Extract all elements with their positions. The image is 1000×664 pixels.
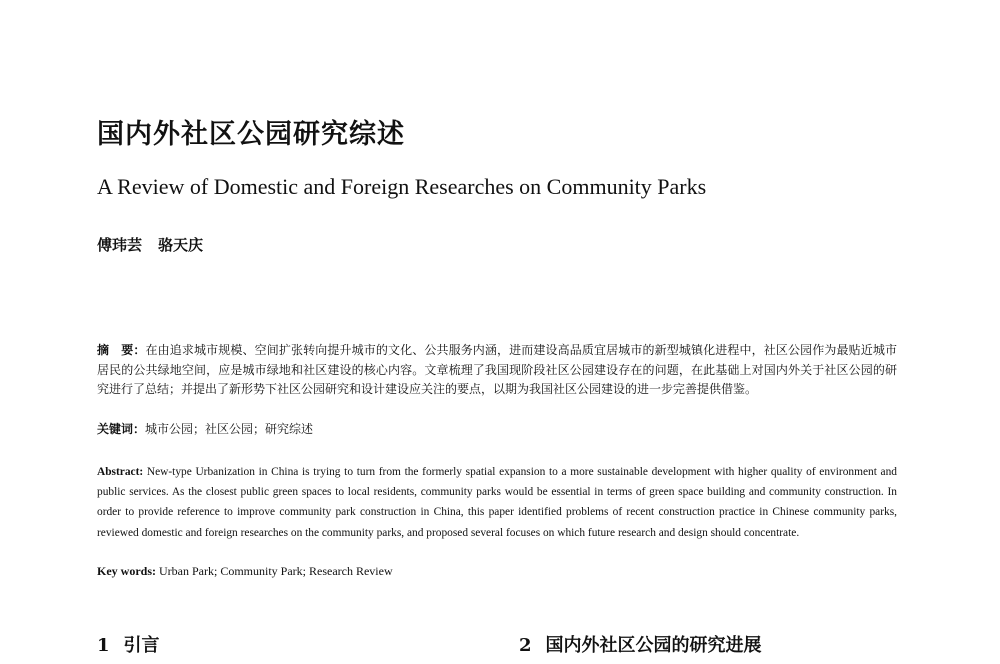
keywords-english-label: Key words: [97, 564, 156, 578]
section-heading-introduction [97, 631, 160, 657]
keywords-chinese-label: 关键词： [97, 422, 146, 436]
section-number: 2 [519, 635, 532, 656]
abstract-chinese-label: 摘 要： [97, 343, 146, 357]
keywords-english [97, 564, 393, 579]
keywords-english-text: Urban Park; Community Park; Research Review [156, 564, 393, 578]
author-list [97, 234, 203, 255]
abstract-chinese-text: 在由追求城市规模、空间扩张转向提升城市的文化、公共服务内涵，进而建设高品质宜居城市的新型城镇化进程中，社区公园作为最贴近城市居民的公共绿地空间，应是城市绿地和社区建设的核心内容。文章梳理了我国现阶段社区公园建设存在的问题，在此基础上对国内外关于社区公园的研究进行了总结；并提出了新形势下社区公园研究和设计建设应关注的要点，以期为我国社区公园建设的进一步完善提供借鉴。 [97, 343, 897, 396]
abstract-english-label: Abstract: [97, 466, 144, 478]
section-title: 引言 [123, 635, 160, 656]
section-number: 1 [97, 635, 110, 656]
abstract-english-text: New-type Urbanization in China is trying to turn from the formerly spatial expansion to a more sustainable development with higher quality of environment and public services. As the closest public green spaces to local residents, community parks would be essential in terms of green space building and community construction. In order to provide reference to improve community park construction in China, this paper identified problems of recent construction practice in Chinese community parks, reviewed domestic and foreign researches on the community parks, and proposed several focuses on which future research and design should concentrate. [97, 466, 897, 539]
paper-title-english: A Review of Domestic and Foreign Researches on Community Parks [97, 174, 707, 199]
paper-title-chinese: 国内外社区公园研究综述 [97, 119, 405, 150]
section-heading-research-progress [519, 631, 762, 657]
keywords-chinese [97, 420, 313, 437]
section-title: 国内外社区公园的研究进展 [545, 635, 762, 656]
keywords-chinese-text: 城市公园；社区公园；研究综述 [145, 422, 314, 436]
author-name: 傅玮芸 [97, 236, 143, 254]
author-name: 骆天庆 [158, 236, 204, 254]
abstract-chinese [97, 341, 897, 400]
abstract-english [97, 462, 897, 543]
